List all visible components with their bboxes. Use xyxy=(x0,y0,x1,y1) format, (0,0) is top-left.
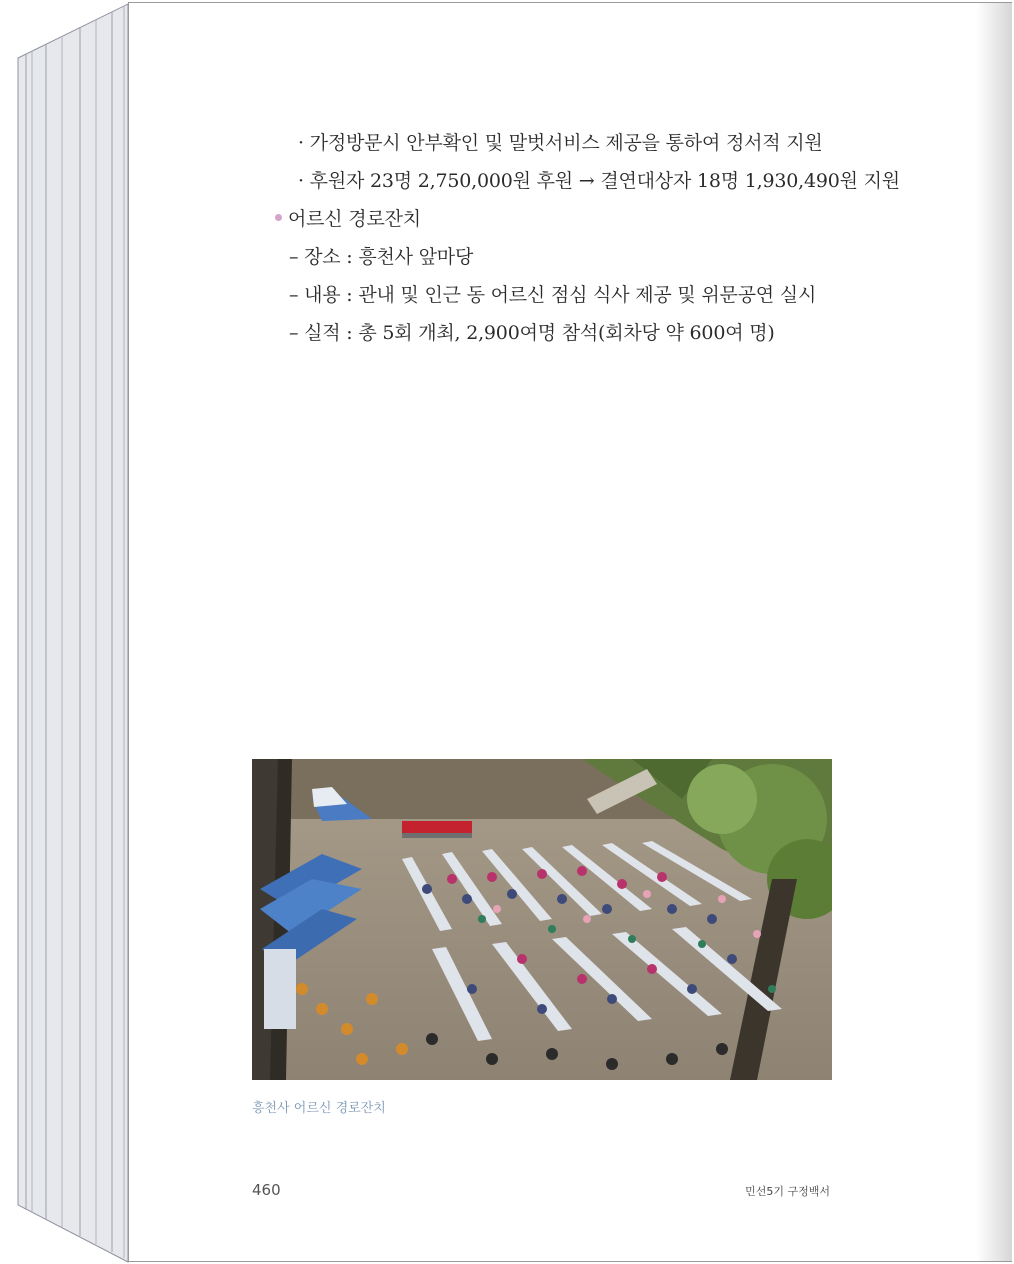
text-line-content: – 내용 : 관내 및 인근 동 어르신 점심 식사 제공 및 위문공연 실시 xyxy=(289,284,817,306)
section-heading-elder-feast xyxy=(275,204,421,231)
page-stack-edges xyxy=(0,0,140,1264)
running-title: 민선5기 구정백서 xyxy=(745,1185,830,1198)
section-heading-label: 어르신 경로잔치 xyxy=(288,208,421,230)
book-page xyxy=(128,2,1012,1262)
text-line-place: – 장소 : 흥천사 앞마당 xyxy=(289,246,474,268)
photo-caption: 흥천사 어르신 경로잔치 xyxy=(252,1101,386,1116)
text-line-result: – 실적 : 총 5회 개최, 2,900여명 참석(회차당 약 600여 명) xyxy=(289,322,775,344)
page-number: 460 xyxy=(252,1181,281,1199)
text-line-sponsors: · 후원자 23명 2,750,000원 후원 → 결연대상자 18명 1,930,490원 지원 xyxy=(298,170,900,192)
page-gutter-shadow xyxy=(976,3,1012,1261)
event-photo xyxy=(252,759,832,1080)
bullet-icon xyxy=(275,214,282,221)
text-line-visit-support: · 가정방문시 안부확인 및 말벗서비스 제공을 통하여 정서적 지원 xyxy=(298,132,823,154)
